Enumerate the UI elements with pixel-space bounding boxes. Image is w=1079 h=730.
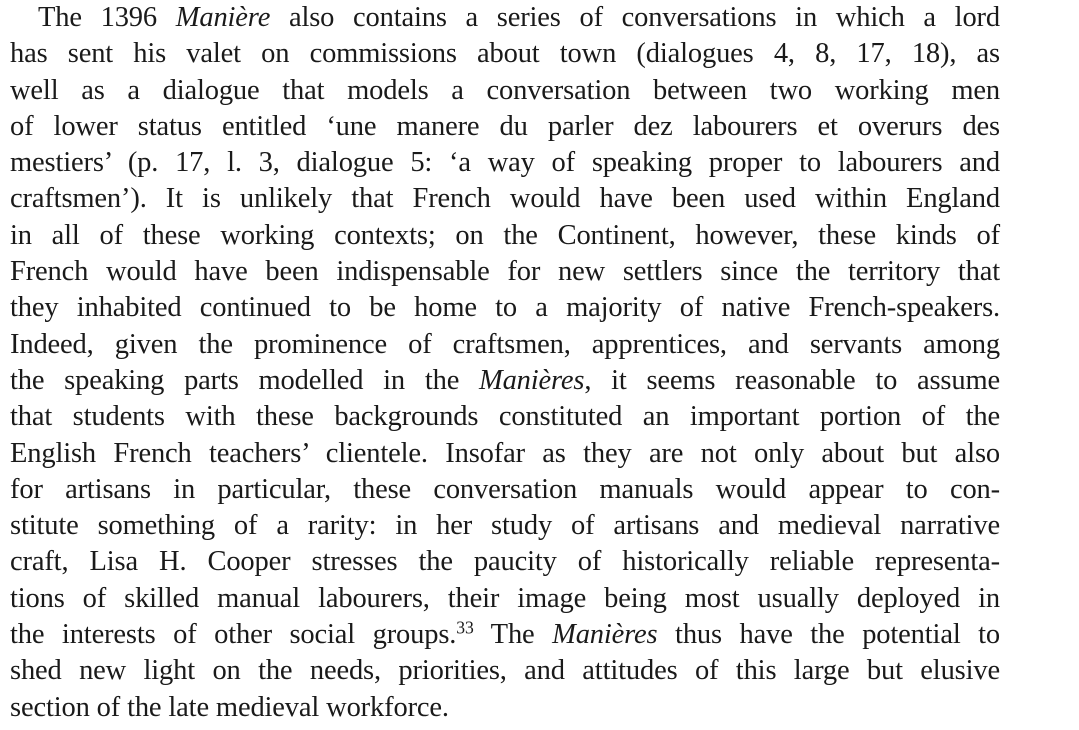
text-line: the speaking parts modelled in the Manières, it seems reasonable to assume bbox=[10, 364, 1000, 396]
text-line: craft, Lisa H. Cooper stresses the paucity of historically reliable representa- bbox=[10, 546, 1000, 578]
text-line: well as a dialogue that models a conversation between two working men bbox=[10, 74, 1000, 106]
text-line: they inhabited continued to be home to a majority of native French-speakers. bbox=[10, 292, 1000, 324]
text-line: in all of these working contexts; on the Continent, however, these kinds of bbox=[10, 219, 1000, 251]
text-line: has sent his valet on commissions about town (dialogues 4, 8, 17, 18), as bbox=[10, 38, 1000, 70]
footnote-marker[interactable]: 33 bbox=[456, 617, 474, 638]
text-line: the interests of other social groups.$^{33}$ The Manières thus have the potential to bbox=[10, 617, 1001, 651]
text-line: for artisans in particular, these conversation manuals would appear to con- bbox=[10, 473, 1000, 505]
text-line: mestiers’ (p. 17, l. 3, dialogue 5: ‘a way of speaking proper to labourers and bbox=[10, 147, 1000, 179]
text-line: The 1396 Manière also contains a series of conversations in which a lord bbox=[38, 2, 1000, 33]
text-line: craftsmen’). It is unlikely that French would have been used within England bbox=[10, 183, 1000, 215]
text-line: that students with these backgrounds constituted an important portion of the bbox=[10, 401, 1000, 433]
text-line: Indeed, given the prominence of craftsmen, apprentices, and servants among bbox=[10, 328, 1000, 360]
body-paragraph bbox=[10, 0, 1000, 726]
italic-title: Manières bbox=[552, 619, 658, 651]
italic-title: Manière bbox=[175, 2, 271, 33]
text-line: shed new light on the needs, priorities, and attitudes of this large but elusive bbox=[10, 655, 1000, 687]
italic-title: Manières bbox=[478, 364, 585, 396]
text-line: tions of skilled manual labourers, their image being most usually deployed in bbox=[10, 582, 1000, 614]
text-line: section of the late medieval workforce. bbox=[10, 691, 449, 723]
text-line: English French teachers’ clientele. Insofar as they are not only about but also bbox=[10, 437, 1000, 469]
text-line: stitute something of a rarity: in her study of artisans and medieval narrative bbox=[10, 510, 1000, 542]
text-line: of lower status entitled ‘une manere du parler dez labourers et overurs des bbox=[10, 110, 1000, 142]
text-line: French would have been indispensable for new settlers since the territory that bbox=[10, 256, 1000, 288]
